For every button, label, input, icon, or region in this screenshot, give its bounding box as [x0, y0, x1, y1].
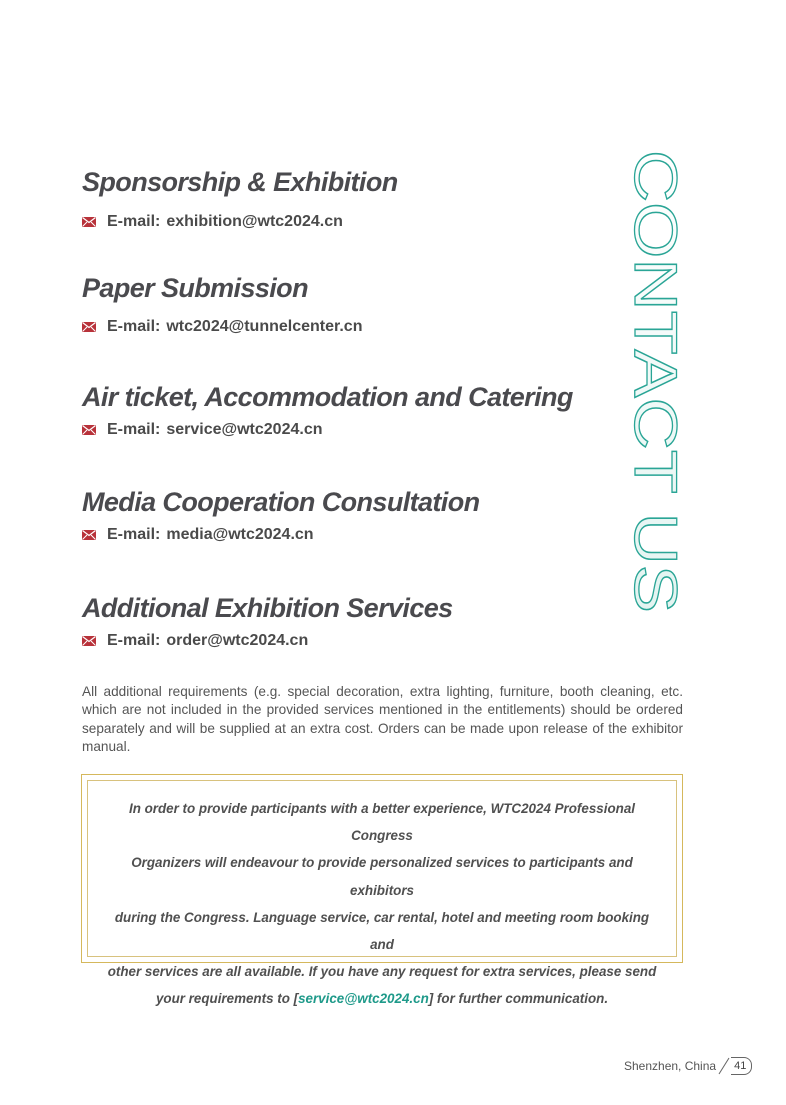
envelope-icon: [82, 217, 96, 227]
section-title: Media Cooperation Consultation: [82, 487, 480, 517]
email-label: E-mail:: [107, 421, 161, 438]
section-media-cooperation: [82, 486, 480, 543]
email-row: [82, 525, 314, 545]
section-title: Paper Submission: [82, 273, 308, 303]
email-label: E-mail:: [107, 318, 161, 335]
envelope-icon: [82, 530, 96, 540]
service-info-text: [102, 795, 662, 1013]
frame-line-last: [102, 985, 662, 1012]
email-label: E-mail:: [107, 526, 161, 543]
envelope-icon: [82, 322, 96, 332]
email-row: [82, 212, 343, 232]
email-row: [82, 420, 323, 440]
service-email-link[interactable]: service@wtc2024.cn: [298, 991, 429, 1007]
frame-line: other services are all available. If you have any request for extra services, please send: [107, 964, 657, 980]
section-title: Air ticket, Accommodation and Catering: [82, 382, 573, 412]
email-row: [82, 317, 362, 337]
frame-line: In order to provide participants with a better experience, WTC2024 Professional Congress: [128, 801, 635, 844]
section-air-ticket: [82, 381, 573, 438]
frame-line: during the Congress. Language service, car rental, hotel and meeting room booking and: [114, 909, 650, 953]
footer-separator: [718, 1057, 730, 1075]
envelope-icon: [82, 636, 96, 646]
section-title: Sponsorship & Exhibition: [82, 167, 398, 197]
email-address[interactable]: exhibition@wtc2024.cn: [166, 213, 343, 230]
frame-text-before: your requirements to [: [155, 991, 299, 1007]
service-info-frame: [81, 774, 683, 1007]
email-label: E-mail:: [107, 213, 161, 230]
email-address[interactable]: order@wtc2024.cn: [166, 632, 309, 649]
section-additional-services: [82, 592, 453, 649]
section-title: Additional Exhibition Services: [82, 593, 453, 623]
frame-text-after: ] for further communication.: [428, 991, 609, 1007]
email-row: [82, 631, 308, 651]
page-footer: [624, 1057, 752, 1075]
email-address[interactable]: wtc2024@tunnelcenter.cn: [166, 318, 363, 335]
vertical-title-text: CONTACT US: [622, 150, 689, 535]
email-address[interactable]: media@wtc2024.cn: [166, 526, 314, 543]
additional-requirements-note: All additional requirements (e.g. special decoration, extra lighting, furniture, booth cleaning, etc. which are not included in the provided services mentioned in the entitlements) should be ordered separately and will be supplied at an extra cost. Orders can be made upon release of the exhibitor manual.: [82, 684, 683, 754]
footer-location: Shenzhen, China: [624, 1059, 717, 1073]
frame-line: Organizers will endeavour to provide personalized services to participants and exhibitors: [131, 855, 633, 898]
section-sponsorship: [82, 166, 398, 230]
contact-us-vertical-title: [622, 150, 689, 615]
page-number: 41: [731, 1057, 752, 1075]
email-address[interactable]: service@wtc2024.cn: [166, 421, 323, 438]
email-label: E-mail:: [107, 632, 161, 649]
section-paper-submission: [82, 272, 363, 335]
envelope-icon: [82, 425, 96, 435]
